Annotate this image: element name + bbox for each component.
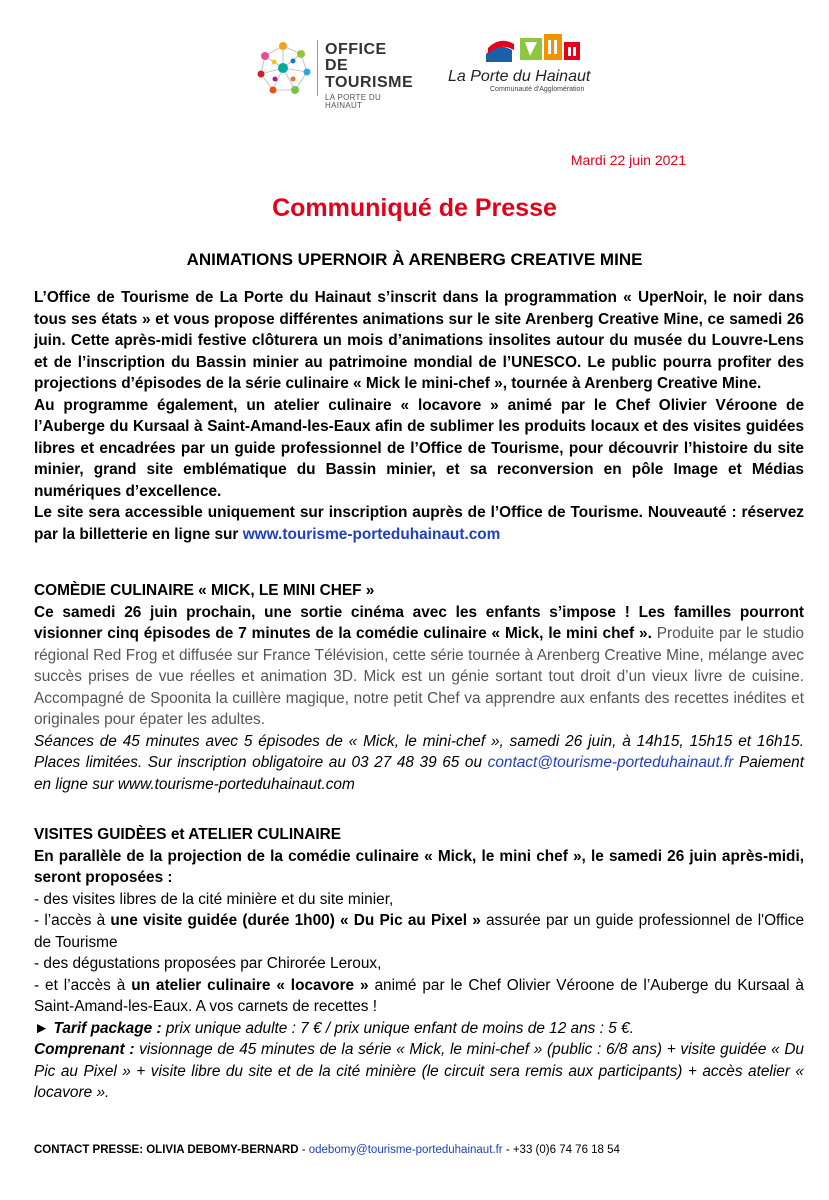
footer-label: CONTACT PRESSE: OLIVIA DEBOMY-BERNARD [34, 1144, 299, 1156]
visites-item-4 [34, 975, 804, 1018]
porte-hainaut-emblem-icon [478, 28, 588, 68]
tarif-label: ► Tarif package : [34, 1019, 162, 1037]
comprenant-line [34, 1039, 804, 1104]
website-link[interactable]: www.tourisme-porteduhainaut.com [242, 525, 501, 543]
intro-paragraph-3-text: Le site sera accessible uniquement sur inscription auprès de l’Office de Tourisme. Nouveauté : réservez par la billetterie en ligne sur [34, 504, 804, 543]
office-tourisme-logo [255, 36, 414, 110]
page-title: Communiqué de Presse [272, 194, 557, 222]
mick-paragraph [34, 602, 804, 731]
page-subtitle: ANIMATIONS UPERNOIR À ARENBERG CREATIVE MINE [186, 250, 643, 269]
tarif-line [34, 1018, 804, 1040]
network-globe-icon [255, 36, 315, 100]
mick-section [34, 580, 804, 795]
mick-sessions [34, 731, 804, 796]
visites-lead: En parallèle de la projection de la comédie culinaire « Mick, le mini chef », le samedi 26 juin après-midi, seront proposées : [34, 847, 804, 886]
footer-phone: - +33 (0)6 74 76 18 54 [502, 1144, 620, 1156]
visites-item-4-c: animé par le Chef Olivier Véroone de l’Auberge du Kursaal à Saint-Amand-les-Eaux. A vos carnets de recettes ! [34, 976, 804, 1015]
visites-item-2 [34, 910, 804, 953]
intro-paragraph-1: L’Office de Tourisme de La Porte du Hainaut s’inscrit dans la programmation « UperNoir, le noir dans tous ses états » et vous propose différentes animations sur le site Arenberg Creative Mine, ce samedi 26 juin. Cette après-midi festive clôturera un mois d’animations insolites autour du musée du Louvre-Lens et de l’inscription du Bassin minier au patrimoine mondial de l’UNESCO. Le public pourra profiter des projections d’épisodes de la série culinaire « Mick le mini-chef », tournée à Arenberg Creative Mine. [34, 289, 804, 392]
comprenant-label: Comprenant : [34, 1041, 135, 1058]
visites-heading: VISITES GUIDÈES et ATELIER CULINAIRE [34, 826, 341, 843]
mick-lead: Ce samedi 26 juin prochain, une sortie cinéma avec les enfants s’impose ! Les familles pourront visionner cinq épisodes de 7 minutes de la comédie culinaire « Mick, le mini chef ». [34, 603, 804, 642]
intro-paragraph-2: Au programme également, un atelier culinaire « locavore » animé par le Chef Olivier Véroone de l’Auberge du Kursaal à Saint-Amand-les-Eaux afin de sublimer les produits locaux et des visites guidées libres et encadrées par un guide professionnel de l’Office de Tourisme, pour découvrir l’histoire du site minier, grand site emblématique du Bassin minier, et sa reconversion en pôle Image et Médias numériques d’excellence. [34, 396, 804, 500]
comprenant-text: visionnage de 45 minutes de la série « Mick, le mini-chef » (public : 6/8 ans) + visite guidée « Du Pic au Pixel » + visite libre du site et de la cité minière (le circuit sera remis aux participants) + accès atelier « locavore ». [34, 1041, 804, 1101]
visites-item-3: - des dégustations proposées par Chirorée Leroux, [34, 955, 382, 972]
visites-item-4-a: - et l’accès à [34, 976, 132, 994]
contact-email-link[interactable]: contact@tourisme-porteduhainaut.fr [487, 754, 734, 771]
visites-item-2-a: - l’accès à [34, 912, 111, 929]
porte-hainaut-logo [440, 28, 600, 108]
visites-item-1: - des visites libres de la cité minière et du site minier, [34, 890, 394, 908]
footer-contact [34, 1144, 620, 1156]
office-logo-line2: TOURISME [325, 74, 414, 91]
office-logo-line1: OFFICE DE [325, 41, 387, 74]
press-date: Mardi 22 juin 2021 [570, 152, 686, 168]
mick-sessions-text: Séances de 45 minutes avec 5 épisodes de « Mick, le mini-chef », samedi 26 juin, à 14h15, 15h15 et 16h15. Places limitées. Sur inscription obligatoire au 03 27 48 39 65 ou [34, 732, 804, 771]
office-logo-line3: LA PORTE DU HAINAUT [325, 93, 382, 110]
porte-hainaut-name: La Porte du Hainaut [448, 68, 591, 85]
mick-description: Produite par le studio régional Red Frog et diffusée sur France Télévision, cette série tournée à Arenberg Creative Mine, mélange avec succès prises de vue réelles et animation 3D. Mick est un génie sortant tout droit d’un vieux livre de cuisine. Accompagné de Spoonita la cuillère magique, notre petit Chef va apprendre aux enfants des recettes inédites et originales pour épater les adultes. [34, 625, 804, 728]
visites-item-4-b: un atelier culinaire « locavore » [131, 976, 369, 994]
intro-section [34, 287, 804, 545]
tarif-text: prix unique adulte : 7 € / prix unique enfant de moins de 12 ans : 5 €. [161, 1019, 634, 1037]
header-logos [0, 28, 829, 108]
footer-email-link[interactable]: odebomy@tourisme-porteduhainaut.fr [308, 1144, 503, 1156]
visites-item-2-c: assurée par un guide professionnel de l'Office de Tourisme [34, 912, 805, 951]
intro-paragraph-3 [34, 502, 804, 545]
porte-hainaut-sub: Communauté d'Agglomération [490, 86, 585, 93]
mick-sessions-tail: Paiement en ligne sur www.tourisme-porteduhainaut.com [34, 754, 805, 793]
mick-heading: COMÈDIE CULINAIRE « MICK, LE MINI CHEF » [34, 582, 375, 599]
visites-item-2-b: une visite guidée (durée 1h00) « Du Pic au Pixel » [110, 912, 481, 929]
footer-sep: - [298, 1144, 309, 1156]
visites-section [34, 824, 804, 1104]
